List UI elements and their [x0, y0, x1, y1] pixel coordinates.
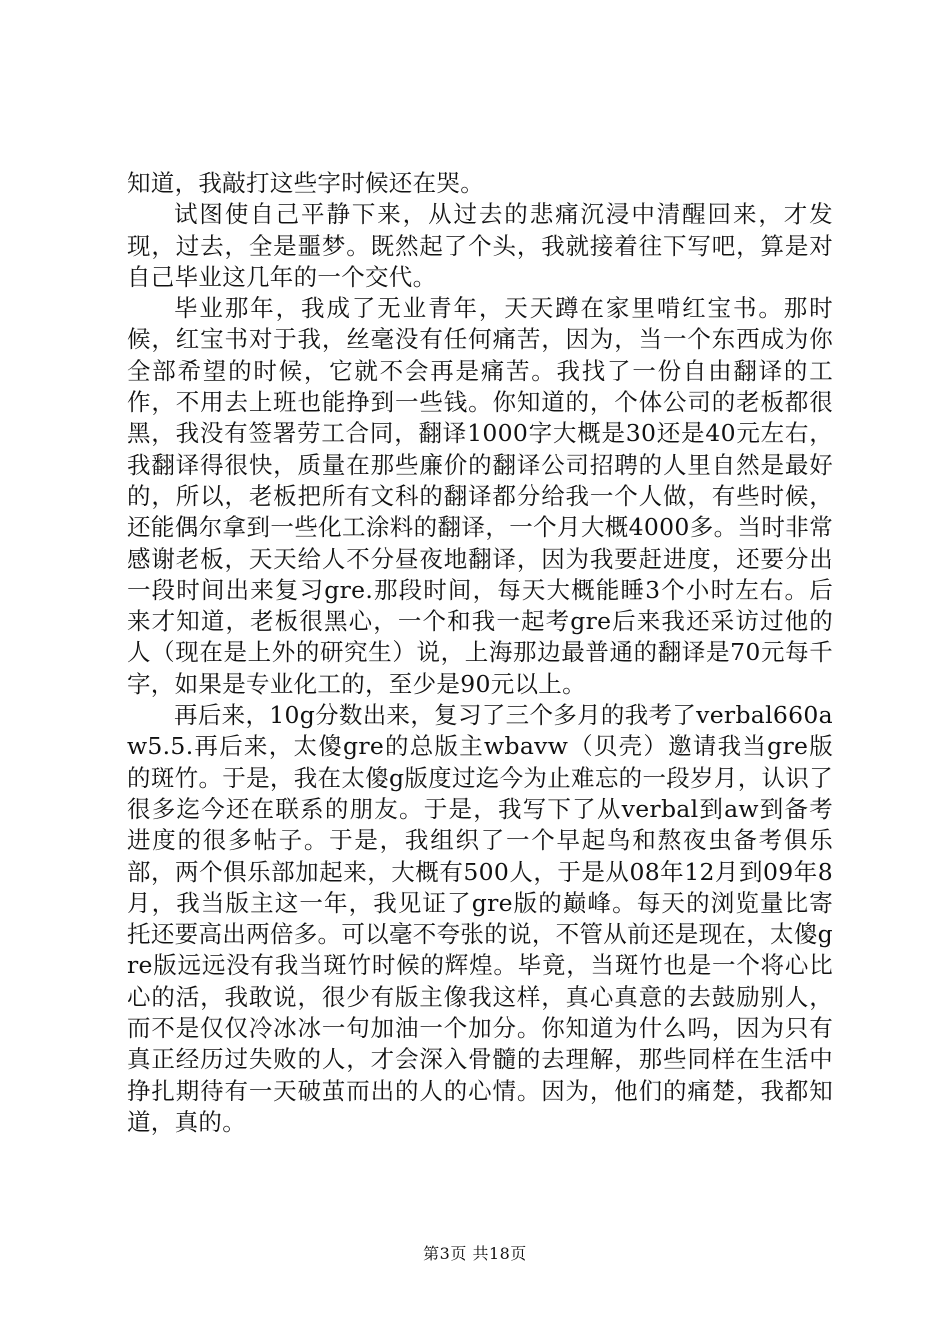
paragraph-graduation-year: 毕业那年，我成了无业青年，天天蹲在家里啃红宝书。那时候，红宝书对于我，丝毫没有任何痛苦，因为，当一个东西成为你全部希望的时候，它就不会再是痛苦。我找了一份自由翻译的工作，不用去上班也能挣到一些钱。你知道的，个体公司的老板都很黑，我没有签署劳工合同，翻译1000字大概是30还是40元左右，我翻译得很快，质量在那些廉价的翻译公司招聘的人里自然是最好的，所以，老板把所有文科的翻译都分给我一个人做，有些时候，还能偶尔拿到一些化工涂料的翻译，一个月大概4000多。当时非常感谢老板，天天给人不分昼夜地翻译，因为我要赶进度，还要分出一段时间出来复习gre.那段时间，每天大概能睡3个小时左右。后来才知道，老板很黑心，一个和我一起考gre后来我还采访过他的人（现在是上外的研究生）说，上海那边最普通的翻译是70元每千字，如果是专业化工的，至少是90元以上。	[127, 294, 833, 698]
document-body	[127, 168, 833, 1138]
paragraph-continuation: 知道，我敲打这些字时候还在哭。	[127, 169, 484, 197]
page-number-footer: 第3页 共18页	[423, 1244, 527, 1263]
paragraph-calm-down: 试图使自己平静下来，从过去的悲痛沉浸中清醒回来，才发现，过去，全是噩梦。既然起了个头，我就接着往下写吧，算是对自己毕业这几年的一个交代。	[127, 200, 833, 291]
paragraph-moderator-years: 再后来，10g分数出来，复习了三个多月的我考了verbal660aw5.5.再后来，太傻gre的总版主wbavw（贝壳）邀请我当gre版的斑竹。于是，我在太傻g版度过迄今为止难忘的一段岁月，认识了很多迄今还在联系的朋友。于是，我写下了从verbal到aw到备考进度的很多帖子。于是，我组织了一个早起鸟和熬夜虫备考俱乐部，两个俱乐部加起来，大概有500人，于是从08年12月到09年8月，我当版主这一年，我见证了gre版的巅峰。每天的浏览量比寄托还要高出两倍多。可以毫不夸张的说，不管从前还是现在，太傻gre版远远没有我当斑竹时候的辉煌。毕竟，当斑竹也是一个将心比心的活，我敢说，很少有版主像我这样，真心真意的去鼓励别人，而不是仅仅冷冰冰一句加油一个加分。你知道为什么吗，因为只有真正经历过失败的人，才会深入骨髓的去理解，那些同样在生活中挣扎期待有一天破茧而出的人的心情。因为，他们的痛楚，我都知道，真的。	[127, 701, 833, 1136]
